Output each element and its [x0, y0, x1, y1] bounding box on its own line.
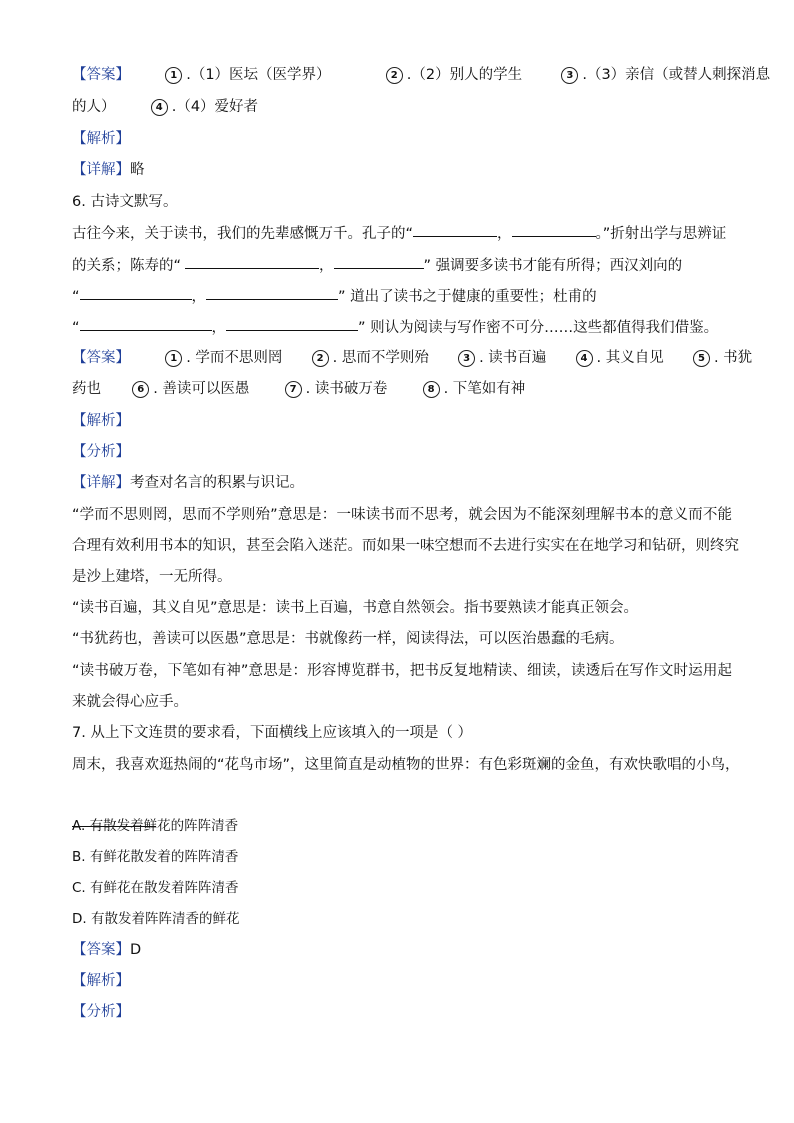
q6-text: “: [72, 320, 80, 336]
paragraph-line: 合理有效利用书本的知识，甚至会陷入迷茫。而如果一味空想而不去进行实实在在地学习和钻研，则终究: [72, 538, 739, 554]
fill-blank: [80, 285, 192, 300]
q6-text: 古往今来，关于读书，我们的先辈感慨万千。孔子的“: [72, 226, 414, 242]
q6-line-1: [72, 222, 732, 244]
paragraph-line: “读书百遍，其义自见”意思是：读书上百遍，书意自然领会。指书要熟读才能真正领会。: [72, 600, 639, 616]
fill-blank: [512, 222, 596, 237]
q6-text: ” 道出了读书之于健康的重要性；杜甫的: [338, 289, 597, 305]
circled-number: 8: [423, 381, 440, 398]
option-b: B. 有鲜花散发着的阵阵清香: [72, 849, 239, 865]
circled-number: 5: [693, 350, 710, 367]
answer-item: . 读书百遍: [479, 350, 547, 366]
detail-tag: 【详解】: [72, 162, 130, 178]
circled-number: 7: [285, 381, 302, 398]
detail-text: 略: [130, 162, 145, 178]
answer-tag: 【答案】: [72, 942, 130, 958]
q6-line-3: [72, 285, 732, 307]
answer-item: . 书犹: [713, 350, 753, 366]
answer-item: .（3）亲信（或替人刺探消息: [582, 67, 771, 83]
answer-tag: 【答案】: [72, 67, 130, 83]
circled-number: 4: [151, 99, 168, 116]
answer-item: . 学而不思则罔: [186, 350, 283, 366]
q6-title: 6. 古诗文默写。: [72, 194, 178, 210]
paragraph-line: 是沙上建塔，一无所得。: [72, 569, 232, 585]
circled-number: 2: [386, 67, 403, 84]
paragraph-line: 来就会得心应手。: [72, 694, 188, 710]
q5-answer-line-2: [72, 96, 732, 118]
fill-blank: [334, 254, 424, 269]
option-c: C. 有鲜花在散发着阵阵清香: [72, 880, 239, 896]
circled-number: 3: [458, 350, 475, 367]
detail-text: 考查对名言的积累与识记。: [130, 475, 304, 491]
q6-detail: [72, 472, 732, 494]
answer-value: D: [130, 942, 142, 958]
option-a: A. 有散发着鲜花的阵阵清香: [72, 818, 239, 834]
paragraph-line: “书犹药也，善读可以医愚”意思是：书就像药一样，阅读得法，可以医治愚蠢的毛病。: [72, 631, 624, 647]
paragraph-line: “读书破万卷，下笔如有神”意思是：形容博览群书，把书反复地精读、细读，读透后在写作文时运用起: [72, 663, 732, 679]
fenxi-tag: 【分析】: [72, 444, 130, 460]
fill-blank: [185, 254, 319, 269]
analysis-tag: 【解析】: [72, 413, 130, 429]
circled-number: 2: [312, 350, 329, 367]
answer-item: . 思而不学则殆: [332, 350, 429, 366]
q5-answer-line: [72, 64, 771, 86]
q6-text: 的关系；陈寿的“: [72, 258, 182, 274]
q6-line-2: [72, 254, 732, 276]
circled-number: 1: [165, 67, 182, 84]
fill-blank: [413, 222, 497, 237]
q6-text: ” 强调要多读书才能有所得；西汉刘向的: [423, 258, 683, 274]
q6-text: ，: [211, 320, 227, 336]
q7-title: 7. 从上下文连贯的要求看，下面横线上应该填入的一项是（ ）: [72, 725, 473, 741]
circled-number: 4: [576, 350, 593, 367]
option-d: D. 有散发着阵阵清香的鲜花: [72, 911, 240, 927]
analysis-tag: 【解析】: [72, 131, 130, 147]
q6-text: 。”折射出学与思辨证: [595, 226, 727, 242]
answer-cont: 的人）: [72, 99, 116, 115]
answer-item: . 读书破万卷: [305, 381, 388, 397]
q6-analysis: [72, 410, 732, 432]
circled-number: 6: [132, 381, 149, 398]
q5-detail: [72, 159, 732, 181]
q7-analysis: [72, 970, 732, 992]
answer-item: .（1）医坛（医学界）: [186, 67, 331, 83]
q6-fenxi: [72, 441, 732, 463]
q5-analysis: [72, 128, 732, 150]
q6-text: ” 则认为阅读与写作密不可分……这些都值得我们借鉴。: [358, 320, 719, 336]
circled-number: 3: [561, 67, 578, 84]
q7-answer: [72, 939, 732, 961]
answer-item: .（2）别人的学生: [406, 67, 523, 83]
fill-blank: [206, 285, 338, 300]
fenxi-tag: 【分析】: [72, 1004, 130, 1020]
paragraph-line: “学而不思则罔，思而不学则殆”意思是：一味读书而不思考，就会因为不能深刻理解书本的意义而不能: [72, 507, 732, 523]
q7-stem: 周末，我喜欢逛热闹的“花鸟市场”，这里简直是动植物的世界：有色彩斑斓的金鱼，有欢快歌唱的小鸟，: [72, 757, 740, 773]
analysis-tag: 【解析】: [72, 973, 130, 989]
q6-line-4: [72, 316, 732, 338]
fill-blank: [80, 316, 212, 331]
q6-text: ，: [191, 289, 207, 305]
answer-item: . 善读可以医愚: [153, 381, 250, 397]
answer-item: . 其义自见: [596, 350, 664, 366]
q6-answer-line: [72, 347, 753, 369]
circled-number: 1: [165, 350, 182, 367]
answer-item: . 下笔如有神: [443, 381, 526, 397]
q6-answer-line-2: [72, 378, 732, 400]
fill-blank: [226, 316, 358, 331]
answer-tag: 【答案】: [72, 350, 130, 366]
q6-text: “: [72, 289, 80, 305]
q6-text: ，: [319, 258, 334, 274]
answer-item: .（4）爱好者: [171, 99, 259, 115]
answer-cont: 药也: [72, 381, 101, 397]
q7-fenxi: [72, 1001, 732, 1023]
detail-tag: 【详解】: [72, 475, 130, 491]
q6-text: ，: [497, 226, 512, 242]
